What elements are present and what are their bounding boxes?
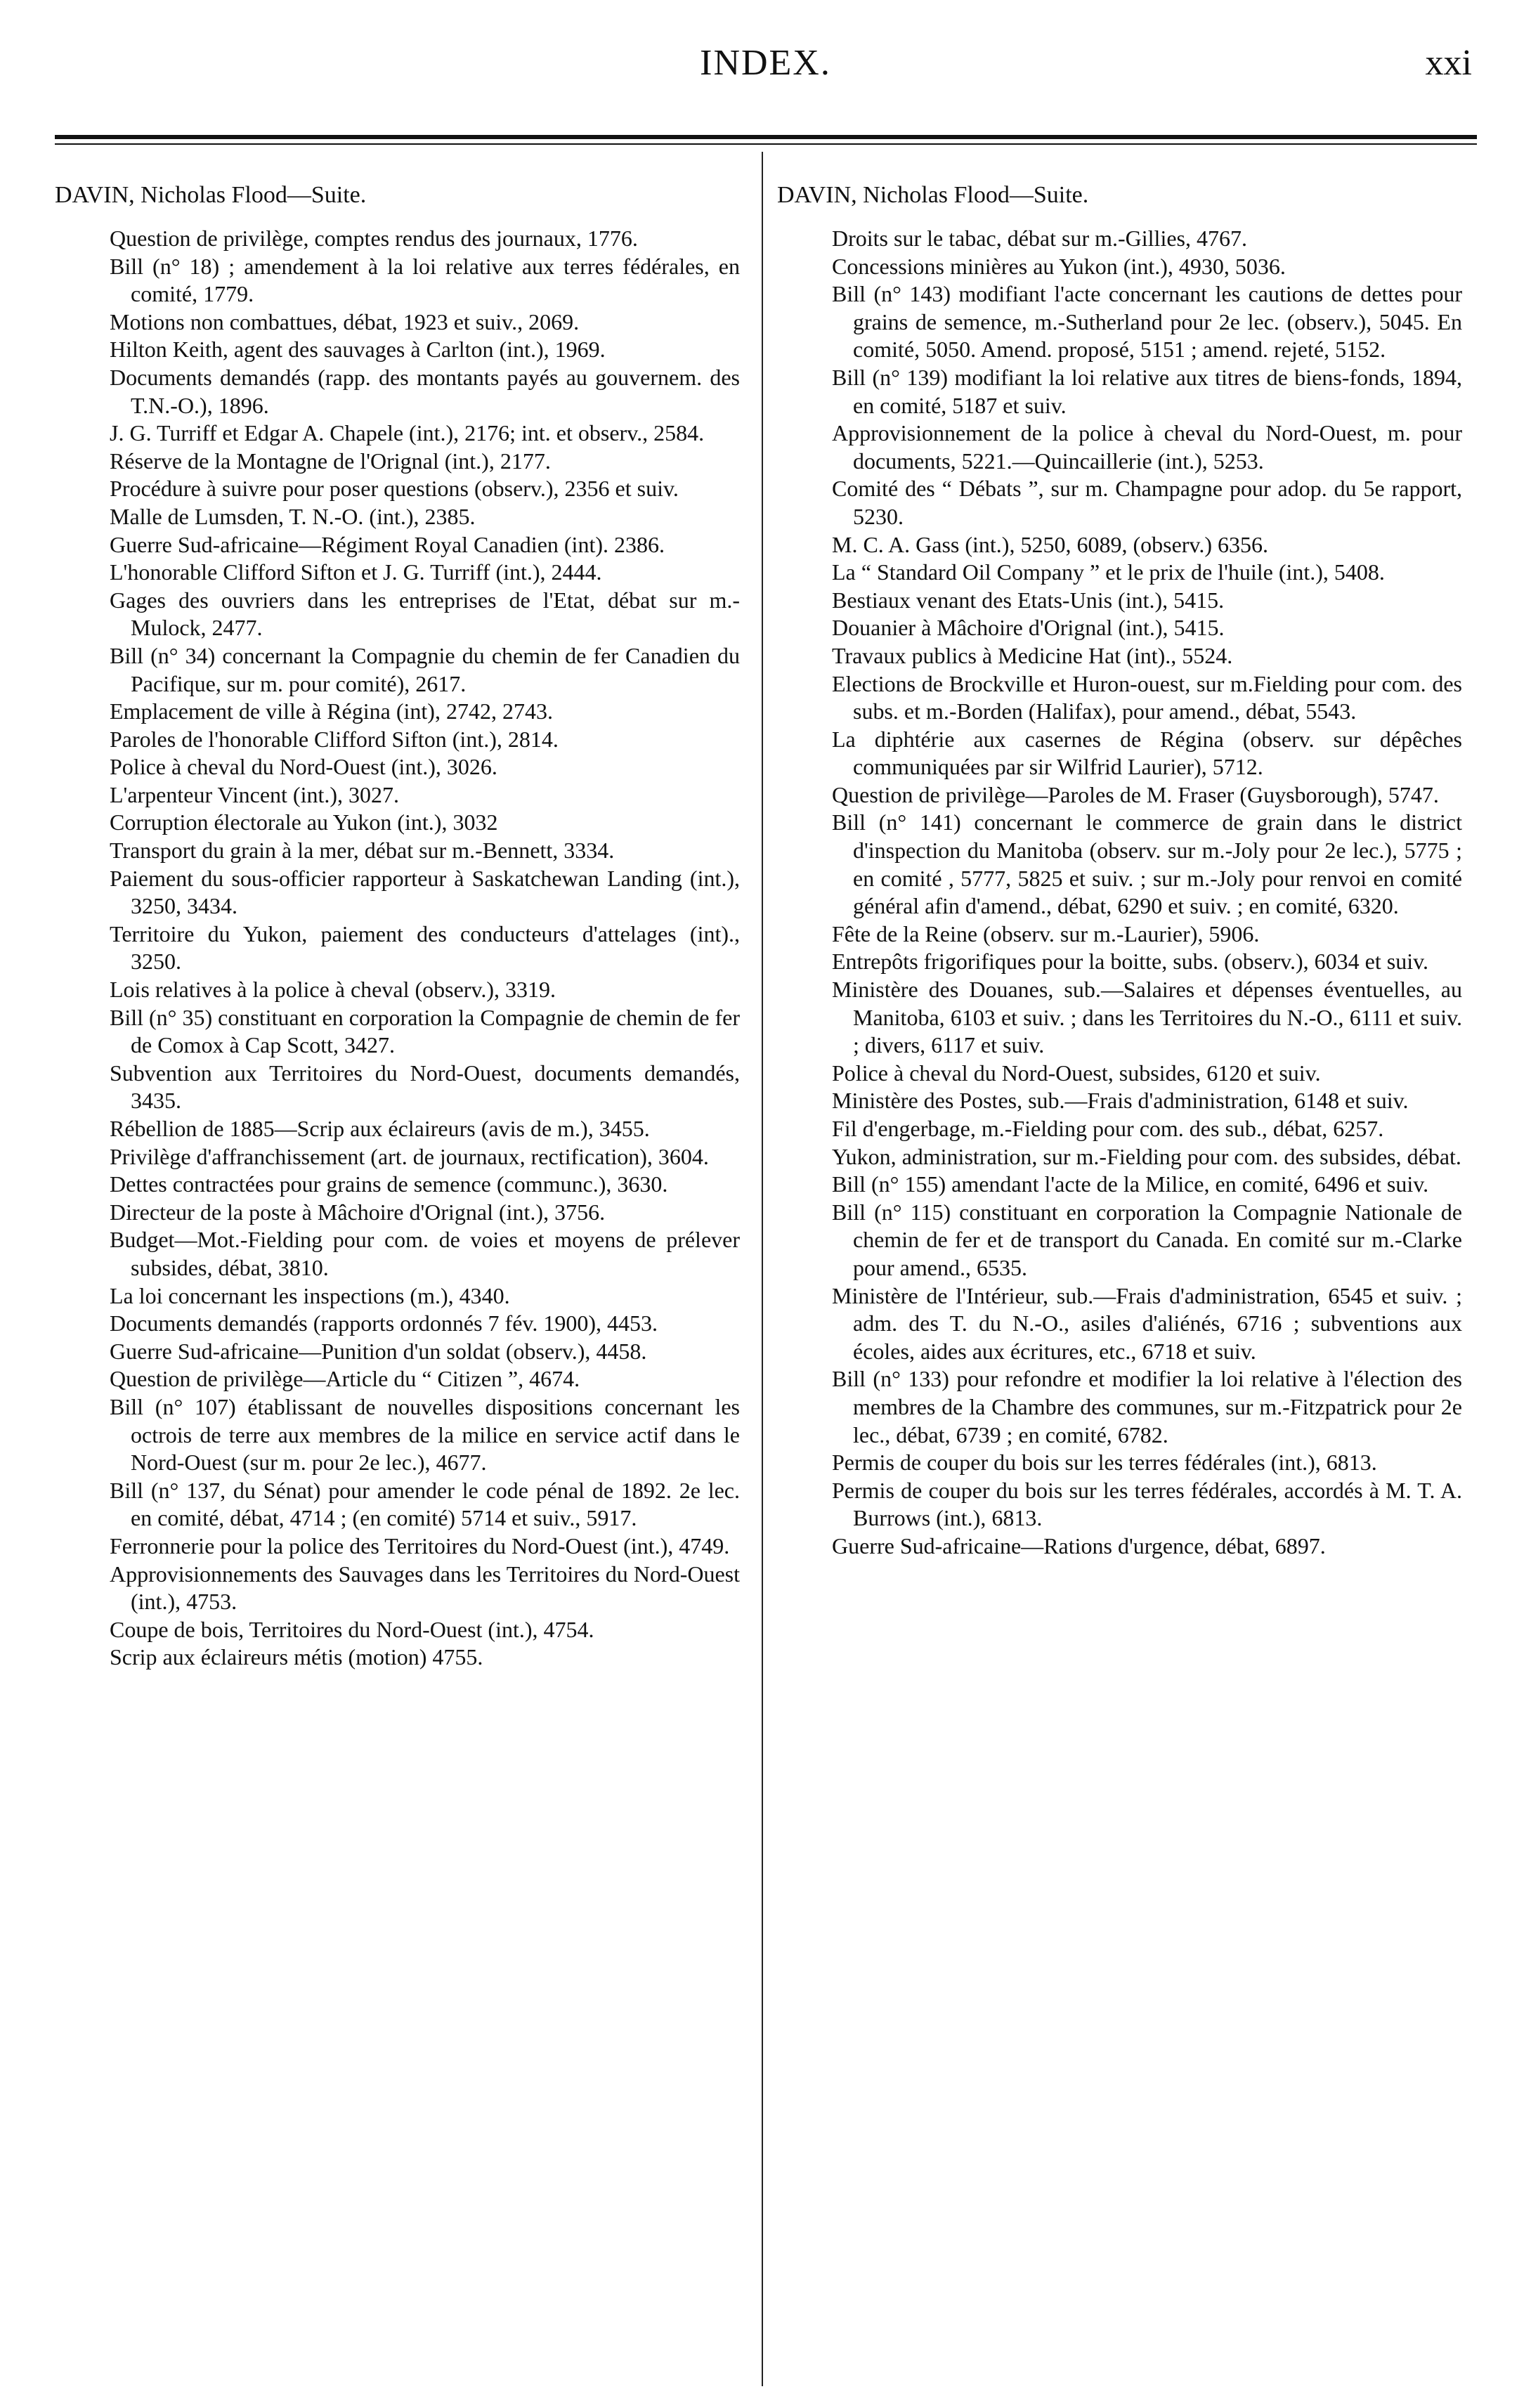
index-entry: Permis de couper du bois sur les terres fédérales (int.), 6813.	[832, 1450, 1377, 1476]
column-divider	[762, 152, 763, 2386]
index-entry: La loi concernant les inspections (m.), 4340.	[110, 1282, 510, 1308]
header-rule-thin	[55, 143, 1477, 145]
index-entry: Motions non combattues, débat, 1923 et suiv., 2069.	[110, 308, 580, 334]
index-entry: Police à cheval du Nord-Ouest, subsides, 6120 et suiv.	[832, 1060, 1321, 1086]
index-entry: Hilton Keith, agent des sauvages à Carlton (int.), 1969.	[110, 337, 606, 363]
index-entry: Yukon, administration, sur m.-Fielding pour com. des subsides, débat.	[832, 1143, 1461, 1169]
header-rule-thick	[55, 135, 1477, 139]
index-entry: Guerre Sud-africaine—Rations d'urgence, débat, 6897.	[832, 1532, 1326, 1558]
index-entry: Documents demandés (rapp. des montants payés au gouvernem. des T.N.-O.), 1896.	[110, 364, 740, 418]
right-column-heading: DAVIN, Nicholas Flood—Suite.	[777, 182, 1089, 208]
index-entry: J. G. Turriff et Edgar A. Chapele (int.), 2176; int. et observ., 2584.	[110, 420, 705, 446]
index-entry: Entrepôts frigorifiques pour la boitte, subs. (observ.), 6034 et suiv.	[832, 949, 1429, 975]
index-entry: Ministère des Douanes, sub.—Salaires et dépenses éventuelles, au Manitoba, 6103 et suiv. ; dans les Territoires du N.-O., 6111 et suiv. ; divers, 6117 et suiv.	[832, 977, 1462, 1058]
page-title: INDEX.	[700, 43, 831, 83]
index-entry: Question de privilège—Article du “ Citizen ”, 4674.	[110, 1366, 580, 1392]
index-entry: Paiement du sous-officier rapporteur à Saskatchewan Landing (int.), 3250, 3434.	[110, 865, 740, 919]
index-entry: Approvisionnement de la police à cheval du Nord-Ouest, m. pour documents, 5221.—Quincaillerie (int.), 5253.	[832, 420, 1462, 474]
index-entry: Dettes contractées pour grains de semence (communc.), 3630.	[110, 1171, 668, 1197]
index-entry: Bill (n° 35) constituant en corporation la Compagnie de chemin de fer de Comox à Cap Scott, 3427.	[110, 1004, 740, 1058]
left-column	[55, 181, 740, 1672]
index-entry: Lois relatives à la police à cheval (observ.), 3319.	[110, 977, 556, 1003]
index-entry: M. C. A. Gass (int.), 5250, 6089, (observ.) 6356.	[832, 531, 1268, 557]
index-entry: Travaux publics à Medicine Hat (int)., 5524.	[832, 642, 1233, 668]
index-entry: Bill (n° 141) concernant le commerce de grain dans le district d'inspection du Manitoba (observ. sur m.-Joly pour 2e lec.), 5775 ; en comité , 5777, 5825 et suiv. ; sur m.-Joly pour renvoi en comité général afin d'amend., débat, 6290 et suiv. ; en comité, 6320.	[832, 809, 1462, 919]
right-entry-list	[777, 225, 1462, 1561]
index-entry: Documents demandés (rapports ordonnés 7 fév. 1900), 4453.	[110, 1310, 658, 1336]
index-entry: Ministère des Postes, sub.—Frais d'administration, 6148 et suiv.	[832, 1088, 1409, 1114]
index-entry: Bill (n° 139) modifiant la loi relative aux titres de biens-fonds, 1894, en comité, 5187 et suiv.	[832, 364, 1462, 418]
index-entry: Guerre Sud-africaine—Punition d'un soldat (observ.), 4458.	[110, 1338, 647, 1364]
index-entry: Comité des “ Débats ”, sur m. Champagne pour adop. du 5e rapport, 5230.	[832, 476, 1462, 529]
index-entry: Transport du grain à la mer, débat sur m.-Bennett, 3334.	[110, 838, 615, 864]
index-entry: Fête de la Reine (observ. sur m.-Laurier), 5906.	[832, 920, 1260, 946]
index-entry: Permis de couper du bois sur les terres fédérales, accordés à M. T. A. Burrows (int.), 6813.	[832, 1477, 1462, 1531]
index-entry: Coupe de bois, Territoires du Nord-Ouest (int.), 4754.	[110, 1616, 594, 1642]
index-entry: Bill (n° 34) concernant la Compagnie du chemin de fer Canadien du Pacifique, sur m. pour comité), 2617.	[110, 642, 740, 696]
index-entry: Scrip aux éclaireurs métis (motion) 4755.	[110, 1644, 483, 1670]
index-entry: Emplacement de ville à Régina (int), 2742, 2743.	[110, 698, 553, 724]
index-entry: Bill (n° 115) constituant en corporation la Compagnie Nationale de chemin de fer et de transport du Canada. En comité sur m.-Clarke pour amend., 6535.	[832, 1199, 1462, 1280]
index-entry: L'arpenteur Vincent (int.), 3027.	[110, 781, 400, 807]
index-entry: Question de privilège—Paroles de M. Fraser (Guysborough), 5747.	[832, 781, 1439, 807]
index-entry: Douanier à Mâchoire d'Orignal (int.), 5415.	[832, 615, 1225, 641]
index-entry: Bill (n° 107) établissant de nouvelles dispositions concernant les octrois de terre aux membres de la milice en service actif dans le Nord-Ouest (sur m. pour 2e lec.), 4677.	[110, 1393, 740, 1476]
index-entry: Fil d'engerbage, m.-Fielding pour com. des sub., débat, 6257.	[832, 1116, 1384, 1141]
index-entry: L'honorable Clifford Sifton et J. G. Turriff (int.), 2444.	[110, 559, 602, 585]
index-entry: Police à cheval du Nord-Ouest (int.), 3026.	[110, 754, 497, 780]
page-number: xxi	[1425, 43, 1472, 83]
index-entry: Rébellion de 1885—Scrip aux éclaireurs (avis de m.), 3455.	[110, 1116, 650, 1141]
index-entry: Bill (n° 143) modifiant l'acte concernant les cautions de dettes pour grains de semence, m.-Sutherland pour 2e lec. (observ.), 5045. En comité, 5050. Amend. proposé, 5151 ; amend. rejeté, 5152.	[832, 281, 1462, 363]
left-entry-list	[55, 225, 740, 1672]
index-entry: Ministère de l'Intérieur, sub.—Frais d'administration, 6545 et suiv. ; adm. des T. du N.-O., asiles d'aliénés, 6716 ; subventions aux écoles, aides aux écritures, etc., 6718 et suiv.	[832, 1282, 1462, 1364]
left-column-heading: DAVIN, Nicholas Flood—Suite.	[55, 182, 367, 208]
index-entry: Paroles de l'honorable Clifford Sifton (int.), 2814.	[110, 726, 559, 752]
index-entry: La diphtérie aux casernes de Régina (observ. sur dépêches communiquées par sir Wilfrid Laurier), 5712.	[832, 726, 1462, 780]
index-entry: Budget—Mot.-Fielding pour com. de voies et moyens de prélever subsides, débat, 3810.	[110, 1227, 740, 1280]
index-entry: Privilège d'affranchissement (art. de journaux, rectification), 3604.	[110, 1143, 709, 1169]
index-entry: Procédure à suivre pour poser questions (observ.), 2356 et suiv.	[110, 476, 679, 502]
index-entry: Subvention aux Territoires du Nord-Ouest, documents demandés, 3435.	[110, 1060, 740, 1114]
index-entry: Ferronnerie pour la police des Territoires du Nord-Ouest (int.), 4749.	[110, 1532, 730, 1558]
page-header	[0, 42, 1531, 98]
index-entry: Bestiaux venant des Etats-Unis (int.), 5415.	[832, 587, 1225, 613]
index-entry: Guerre Sud-africaine—Régiment Royal Canadien (int). 2386.	[110, 531, 665, 557]
index-entry: Territoire du Yukon, paiement des conducteurs d'attelages (int)., 3250.	[110, 920, 740, 975]
index-entry: Malle de Lumsden, T. N.-O. (int.), 2385.	[110, 503, 476, 529]
index-entry: Bill (n° 133) pour refondre et modifier la loi relative à l'élection des membres de la Chambre des communes, sur m.-Fitzpatrick pour 2e lec., débat, 6739 ; en comité, 6782.	[832, 1366, 1462, 1447]
index-entry: La “ Standard Oil Company ” et le prix de l'huile (int.), 5408.	[832, 559, 1385, 585]
index-entry: Bill (n° 18) ; amendement à la loi relative aux terres fédérales, en comité, 1779.	[110, 253, 740, 307]
index-entry: Droits sur le tabac, débat sur m.-Gillies, 4767.	[832, 226, 1247, 251]
index-entry: Bill (n° 137, du Sénat) pour amender le code pénal de 1892. 2e lec. en comité, débat, 4714 ; (en comité) 5714 et suiv., 5917.	[110, 1477, 740, 1531]
index-entry: Question de privilège, comptes rendus des journaux, 1776.	[110, 226, 638, 251]
index-entry: Réserve de la Montagne de l'Orignal (int.), 2177.	[110, 448, 551, 474]
index-entry: Directeur de la poste à Mâchoire d'Orignal (int.), 3756.	[110, 1199, 606, 1225]
index-entry: Gages des ouvriers dans les entreprises de l'Etat, débat sur m.-Mulock, 2477.	[110, 587, 740, 641]
index-entry: Concessions minières au Yukon (int.), 4930, 5036.	[832, 253, 1286, 279]
index-entry: Approvisionnements des Sauvages dans les Territoires du Nord-Ouest (int.), 4753.	[110, 1561, 740, 1615]
index-entry: Bill (n° 155) amendant l'acte de la Milice, en comité, 6496 et suiv.	[832, 1171, 1429, 1197]
index-entry: Elections de Brockville et Huron-ouest, sur m.Fielding pour com. des subs. et m.-Borden (Halifax), pour amend., débat, 5543.	[832, 670, 1462, 724]
right-column	[777, 181, 1462, 1561]
index-entry: Corruption électorale au Yukon (int.), 3032	[110, 809, 498, 835]
